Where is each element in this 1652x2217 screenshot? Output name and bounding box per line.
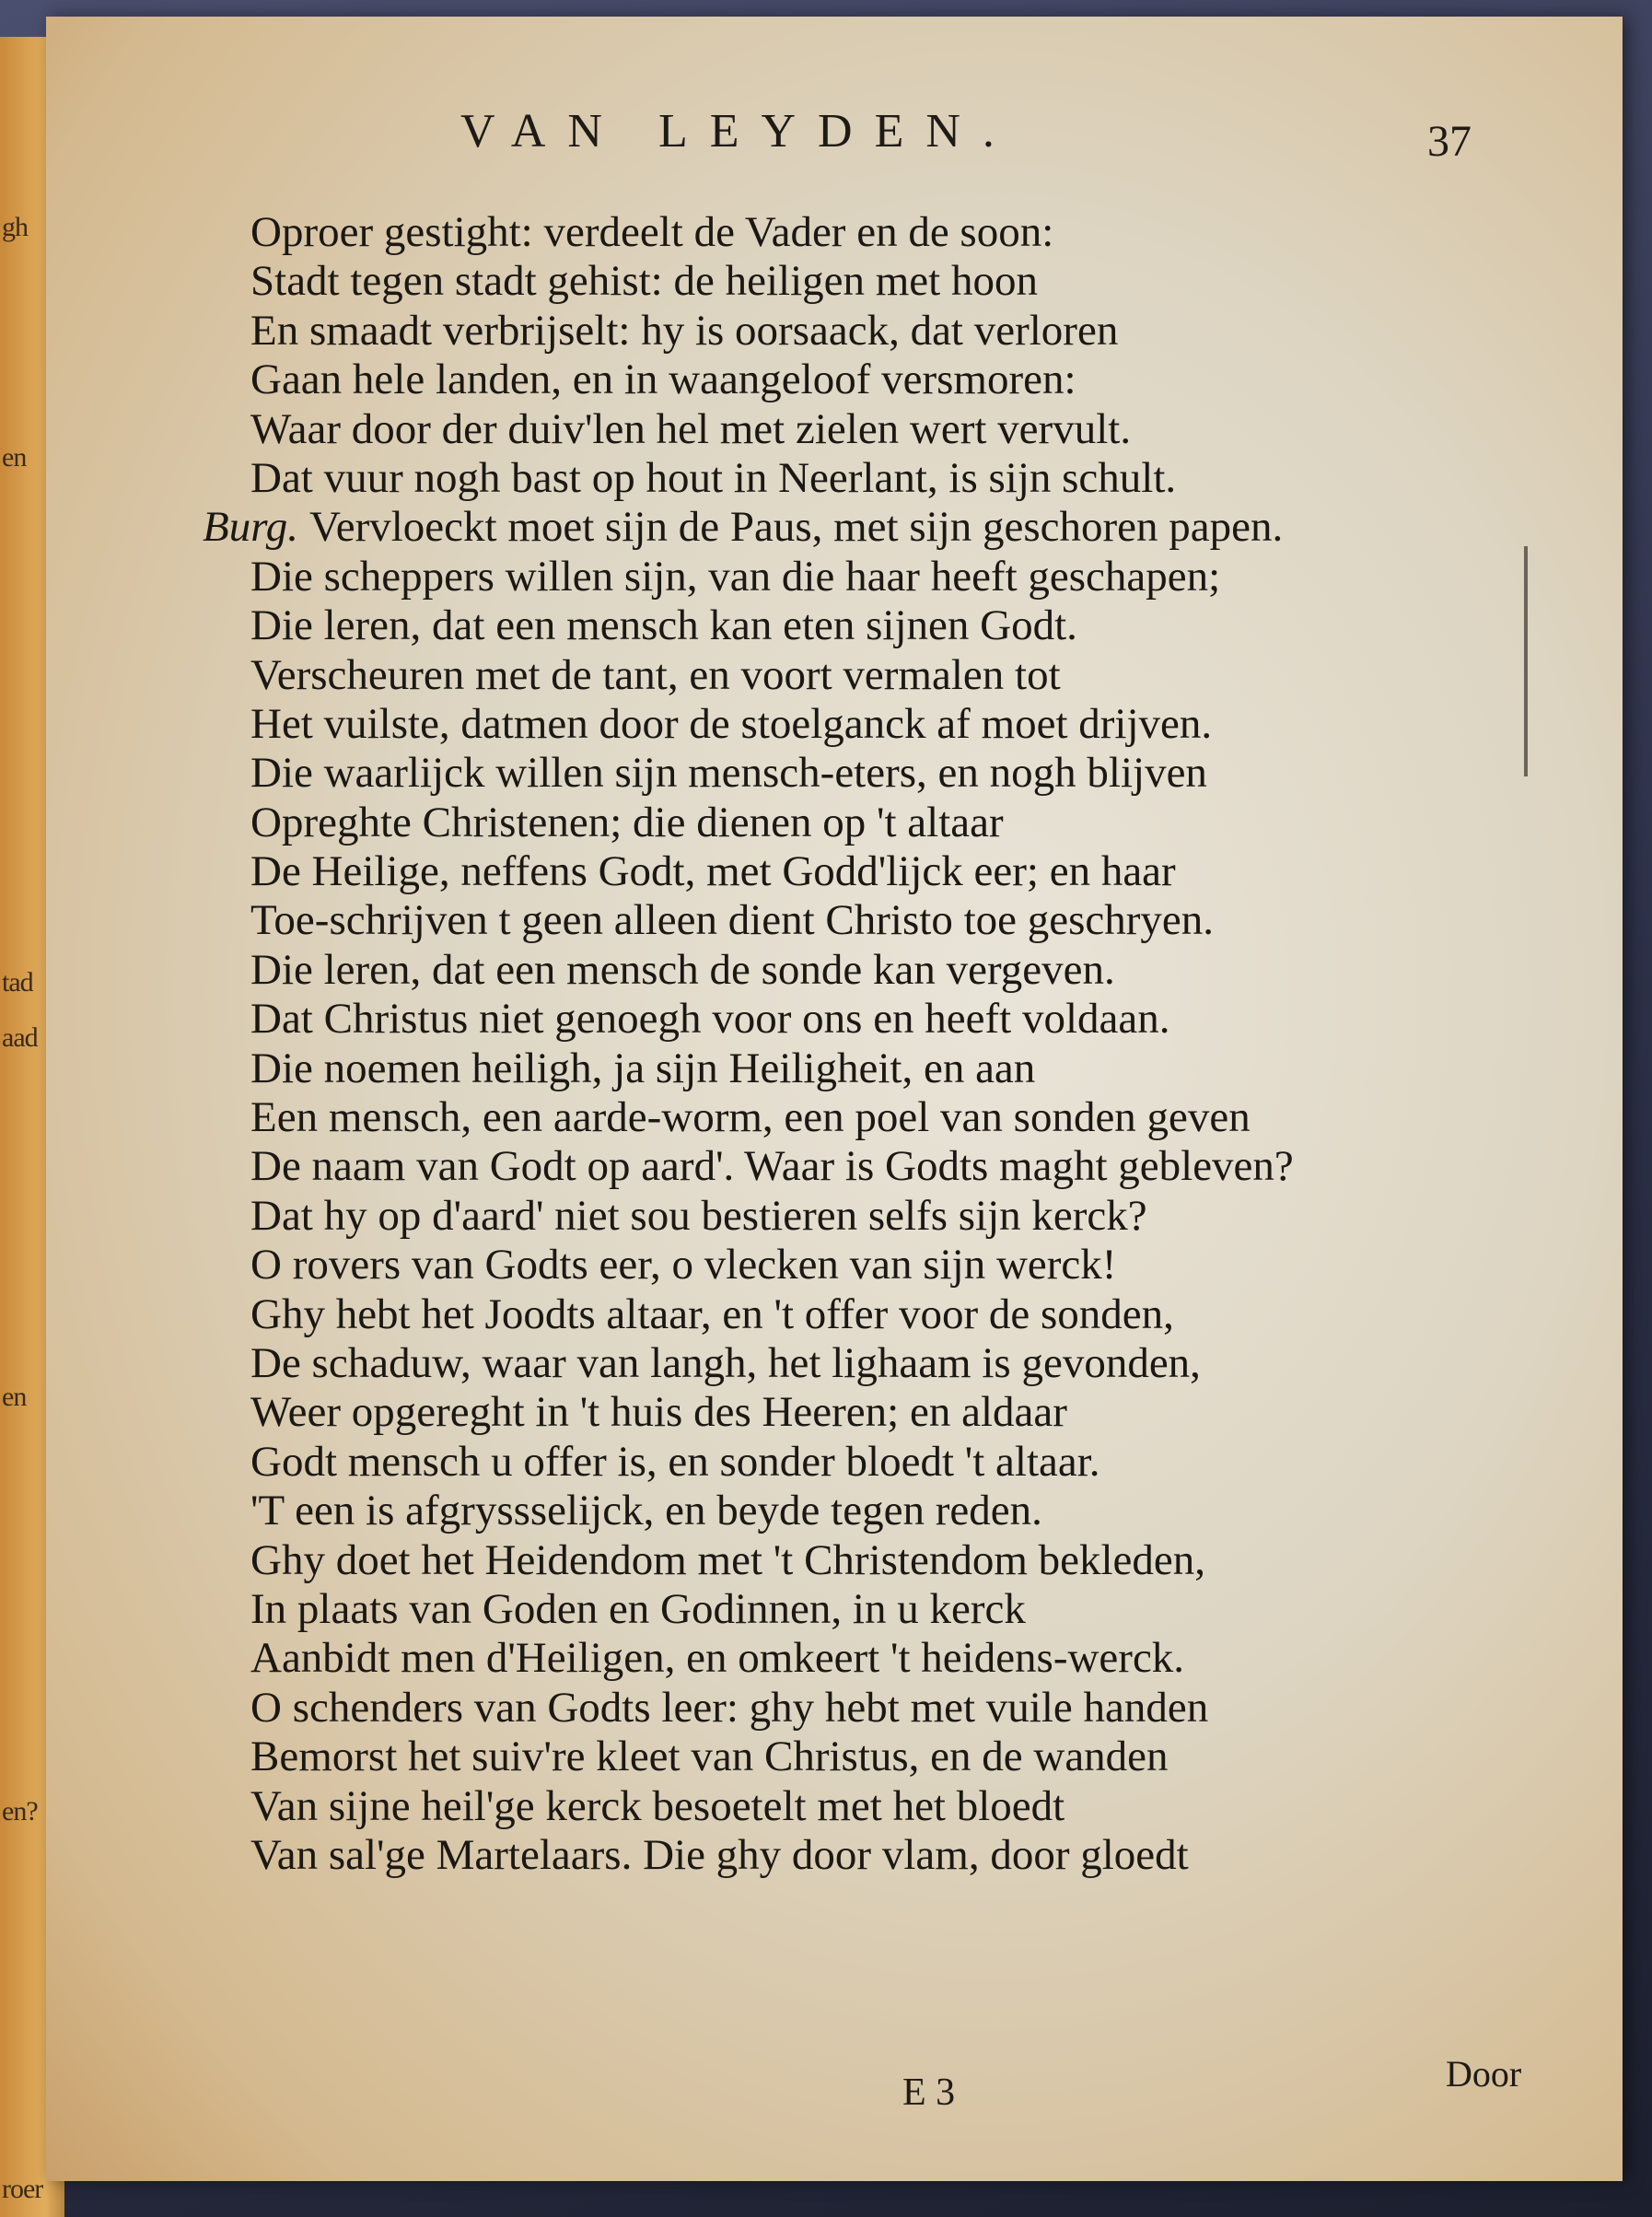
- verse-line: Godt mensch u offer is, en sonder bloedt 't altaar.: [250, 1437, 1100, 1486]
- verse-line: Die waarlijck willen sijn mensch-eters, en nogh blijven: [250, 749, 1207, 798]
- verse-line: Die noemen heiligh, ja sijn Heiligheit, en aan: [250, 1044, 1036, 1092]
- verse-line: Gaan hele landen, en in waangeloof versmoren:: [250, 356, 1076, 404]
- verse-line: Ghy doet het Heidendom met 't Christendom bekleden,: [250, 1535, 1206, 1584]
- verse-text: [203, 208, 1510, 1880]
- verse-line: O schenders van Godts leer: ghy hebt met vuile handen: [250, 1683, 1209, 1732]
- verse-line: Dat Christus niet genoegh voor ons en heeft voldaan.: [250, 995, 1170, 1044]
- facing-page-fragment: gh: [2, 212, 28, 242]
- verse-line: Aanbidt men d'Heiligen, en omkeert 't heidens-werck.: [250, 1634, 1185, 1683]
- verse-line: Oproer gestight: verdeelt de Vader en de soon:: [250, 208, 1054, 256]
- verse-line: En smaadt verbrijselt: hy is oorsaack, dat verloren: [250, 306, 1119, 355]
- facing-page-fragment: aad: [2, 1022, 38, 1053]
- signature-mark: E 3: [902, 2071, 956, 2114]
- verse-line: Van sijne heil'ge kerck besoetelt met het bloedt: [250, 1781, 1065, 1830]
- verse-line: Dat vuur nogh bast op hout in Neerlant, is sijn schult.: [250, 453, 1177, 502]
- verse-line: De Heilige, neffens Godt, met Godd'lijck eer; en haar: [250, 847, 1176, 896]
- verse-line-text: Vervloeckt moet sijn de Paus, met sijn geschoren papen.: [309, 503, 1284, 552]
- verse-line: Een mensch, een aarde-worm, een poel van sonden geven: [250, 1093, 1251, 1142]
- verse-line: Het vuilste, datmen door de stoelganck af moet drijven.: [250, 699, 1213, 748]
- verse-line: In plaats van Goden en Godinnen, in u kerck: [250, 1584, 1026, 1633]
- verse-line: Ghy hebt het Joodts altaar, en 't offer voor de sonden,: [250, 1289, 1174, 1338]
- verse-line: Stadt tegen stadt gehist: de heiligen met hoon: [250, 257, 1038, 306]
- facing-page-fragment: tad: [2, 967, 33, 998]
- catchword: Door: [1446, 2053, 1522, 2094]
- verse-line-with-speaker: [203, 503, 1510, 552]
- verse-line: Verscheuren met de tant, en voort vermalen tot: [250, 650, 1061, 699]
- verse-line: Toe-schrijven t geen alleen dient Christo toe geschryen.: [250, 896, 1215, 945]
- verse-line: Weer opgereght in 't huis des Heeren; en aldaar: [250, 1388, 1067, 1437]
- verse-line: De naam van Godt op aard'. Waar is Godts maght gebleven?: [250, 1142, 1294, 1191]
- margin-pencil-mark: [1524, 546, 1528, 776]
- verse-line: Die scheppers willen sijn, van die haar heeft geschapen;: [250, 552, 1221, 601]
- page-number: 37: [1427, 117, 1472, 166]
- verse-line: De schaduw, waar van langh, het lighaam is gevonden,: [250, 1338, 1201, 1387]
- verse-line: Die leren, dat een mensch de sonde kan vergeven.: [250, 945, 1115, 994]
- facing-page-fragment: en: [2, 442, 27, 473]
- verse-line: Waar door der duiv'len hel met zielen wert vervult.: [250, 404, 1132, 453]
- facing-page-fragment: roer: [2, 2174, 43, 2204]
- verse-line: Opreghte Christenen; die dienen op 't altaar: [250, 798, 1004, 846]
- verse-line: Die leren, dat een mensch kan eten sijnen Godt.: [250, 601, 1077, 650]
- verse-line: Van sal'ge Martelaars. Die ghy door vlam, door gloedt: [250, 1830, 1189, 1879]
- facing-page-fragment: en?: [2, 1796, 38, 1826]
- verse-line: Bemorst het suiv're kleet van Christus, en de wanden: [250, 1733, 1169, 1781]
- facing-page-fragment: en: [2, 1382, 27, 1412]
- verse-line: Dat hy op d'aard' niet sou bestieren selfs sijn kerck?: [250, 1191, 1147, 1240]
- running-head: VAN LEYDEN.: [460, 105, 1017, 158]
- speaker-label: Burg.: [203, 503, 299, 552]
- verse-line: O rovers van Godts eer, o vlecken van sijn werck!: [250, 1241, 1117, 1289]
- verse-line: 'T een is afgryssselijck, en beyde tegen reden.: [250, 1487, 1042, 1535]
- book-page: [46, 17, 1623, 2181]
